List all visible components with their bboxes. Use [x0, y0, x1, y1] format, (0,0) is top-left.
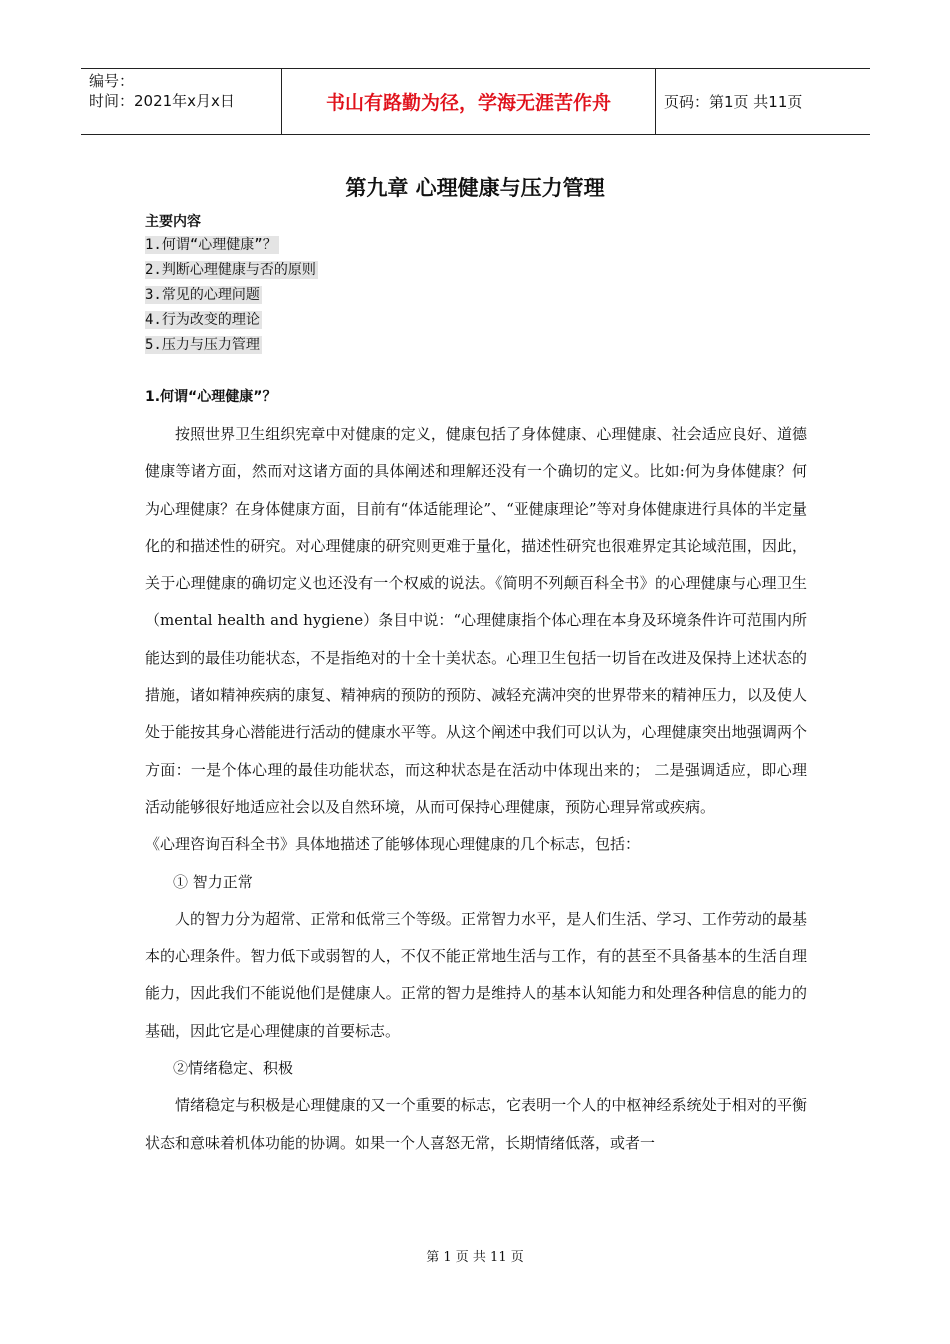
toc-heading: 主要内容 — [145, 214, 201, 230]
number-label: 编号： — [89, 72, 135, 90]
page-footer: 第 1 页 共 11 页 — [426, 1250, 524, 1265]
page-header — [81, 68, 870, 135]
toc-item[interactable]: 1.何谓“心理健康”？ — [145, 237, 277, 253]
paragraph: 按照世界卫生组织宪章中对健康的定义，健康包括了身体健康、心理健康、社会适应良好、道德健康等诸方面，然而对这诸方面的具体阐述和理解还没有一个确切的定义。比如:何为身体健康？何为心理健康？在身体健康方面，目前有“体适能理论”、“亚健康理论”等对身体健康进行具体的半定量化的和描述性的研究。对心理健康的研究则更难于量化，描述性研究也很难界定其论域范围，因此，关于心理健康的确切定义也还没有一个权威的说法。《简明不列颠百科全书》的心理健康与心理卫生（mental health and hygiene）条目中说：“心理健康指个体心理在本身及环境条件许可范围内所能达到的最佳功能状态，不是指绝对的十全十美状态。心理卫生包括一切旨在改进及保持上述状态的措施，诸如精神疾病的康复、精神病的预防的预防、减轻充满冲突的世界带来的精神压力，以及使人处于能按其身心潜能进行活动的健康水平等。从这个阐述中我们可以认为，心理健康突出地强调两个方面：一是个体心理的最佳功能状态，而这种状态是在活动中体现出来的； 二是强调适应，即心理活动能够很好地适应社会以及自然环境，从而可保持心理健康，预防心理异常或疾病。 — [145, 425, 807, 816]
header-motto: 书山有路勤为径，学海无涯苦作舟 — [282, 69, 656, 134]
toc-item[interactable]: 3.常见的心理问题 — [145, 287, 260, 303]
date-label: 时间：2021年x月x日 — [89, 92, 235, 110]
section-heading: 1.何谓“心理健康”？ — [145, 389, 277, 405]
paragraph: 人的智力分为超常、正常和低常三个等级。正常智力水平，是人们生活、学习、工作劳动的最基本的心理条件。智力低下或弱智的人，不仅不能正常地生活与工作，有的甚至不具备基本的生活自理能力，因此我们不能说他们是健康人。正常的智力是维持人的基本认知能力和处理各种信息的能力的基础，因此它是心理健康的首要标志。 — [145, 909, 807, 1040]
header-meta — [81, 69, 282, 134]
toc-list — [145, 236, 318, 361]
toc-item[interactable]: 5.压力与压力管理 — [145, 337, 260, 353]
subheading: ②情绪稳定、积极 — [173, 1059, 294, 1078]
subheading: ① 智力正常 — [173, 872, 253, 891]
paragraph: 《心理咨询百科全书》具体地描述了能够体现心理健康的几个标志，包括： — [145, 835, 641, 854]
paragraph: 情绪稳定与积极是心理健康的又一个重要的标志，它表明一个人的中枢神经系统处于相对的平衡状态和意味着机体功能的协调。如果一个人喜怒无常，长期情绪低落，或者一 — [145, 1096, 807, 1152]
toc-item[interactable]: 4.行为改变的理论 — [145, 312, 260, 328]
header-page-label: 页码：第1页 共11页 — [664, 93, 803, 111]
chapter-title: 第九章 心理健康与压力管理 — [345, 176, 605, 200]
body-text — [145, 416, 807, 1162]
toc-item[interactable]: 2.判断心理健康与否的原则 — [145, 262, 316, 278]
